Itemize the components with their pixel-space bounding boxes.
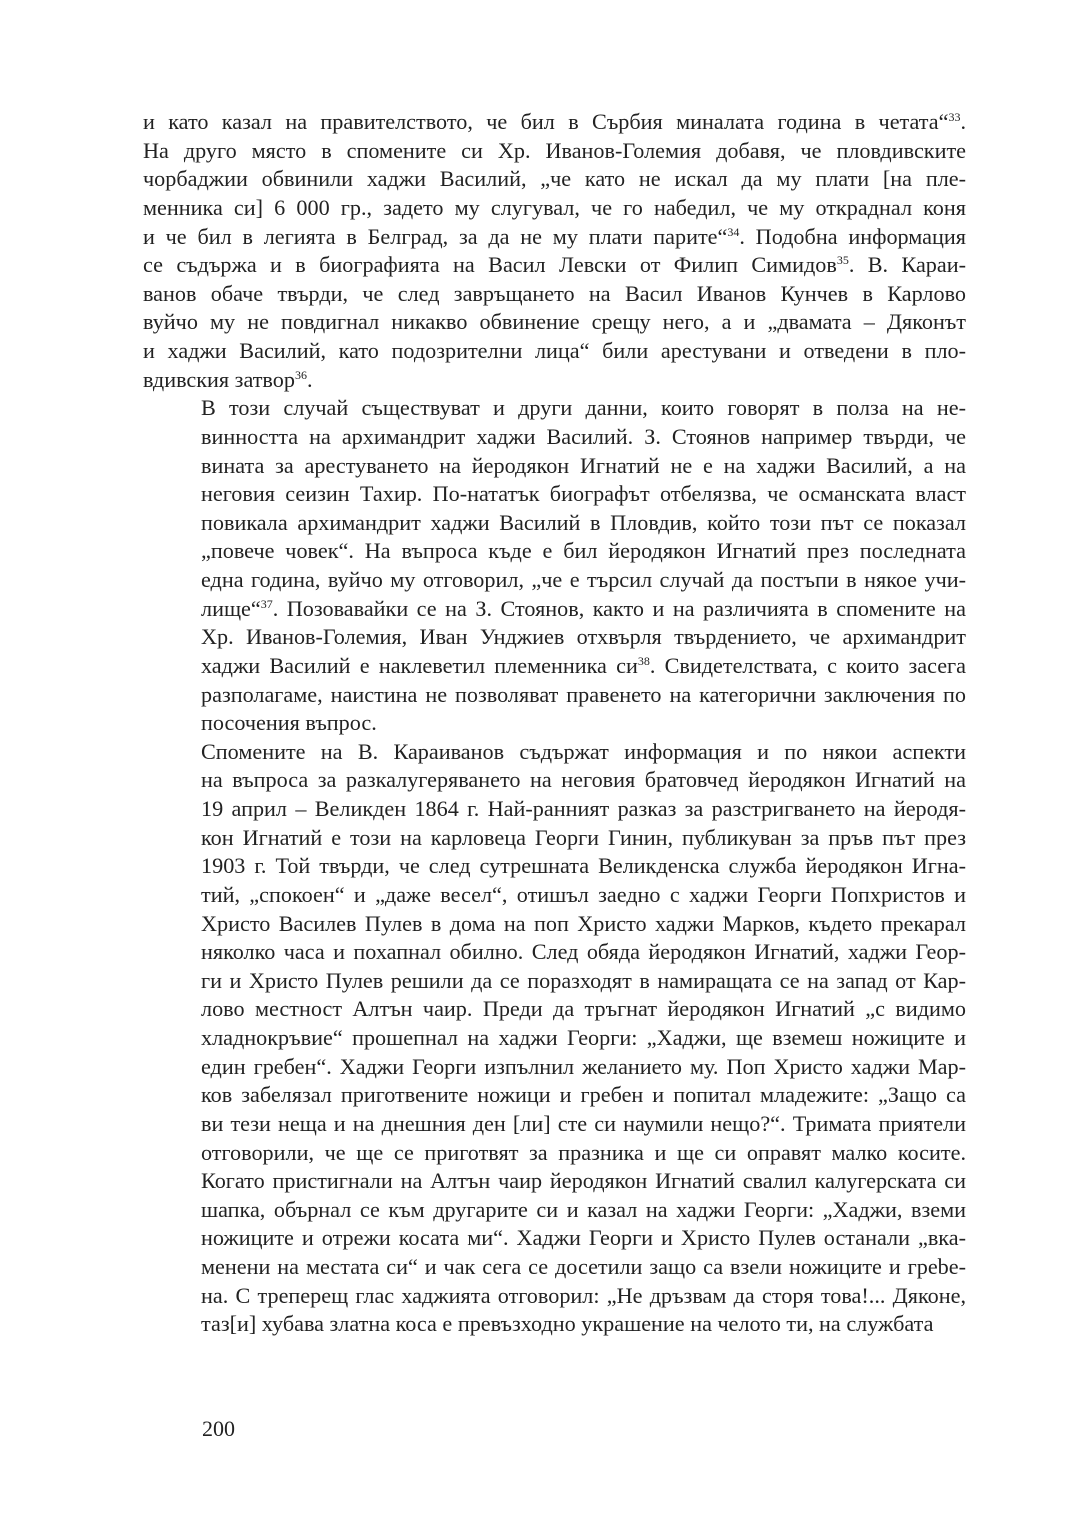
text-run: вината за арестуването на йеродякон Игнатий не е на хаджи Василий, а на [201, 452, 966, 478]
text-line [143, 537, 966, 566]
text-run: менени на местата си“ и чак сега се досетили защо са взели ножиците и грebе- [201, 1254, 966, 1279]
text-run: ви тези неща и на днешния ден [ли] сте си наумили нещо?“. Тримата приятели [201, 1110, 966, 1136]
text-line [143, 509, 966, 538]
text-run: една година, вуйчо му отговорил, „че е търсил случай да постъпи в някое учи- [201, 567, 966, 592]
text-run: лище“ [201, 595, 261, 621]
text-run: няколко часа и похапнал обилно. След обяда йеродякон Игнатий, хаджи Геор- [201, 939, 966, 965]
text-line [143, 108, 966, 137]
text-run: . Свидетелствата, с които засега [649, 652, 966, 678]
text-line [143, 910, 966, 939]
footnote-ref[interactable]: 35 [836, 253, 849, 268]
text-run: 19 април – Великден 1864 г. Най-ранният разказ за разстригването на йеродя- [201, 796, 966, 821]
text-run: Хр. Иванов-Големия, Иван Унджиев отхвърля твърдението, че архимандрит [201, 624, 966, 650]
text-run: Когато пристигнали на Алтън чаир йеродякон Игнатий свалил калугерската си [201, 1168, 966, 1194]
text-line [143, 1282, 966, 1311]
text-line [143, 137, 966, 166]
text-run: тий, „спокоен“ и „даже весел“, отишъл заедно с хаджи Георги Попхристов и [201, 881, 966, 907]
text-line [143, 165, 966, 194]
text-run: На друго място в спомените си Хр. Иванов-Големия добавя, че пловдивските [143, 137, 966, 163]
paragraph [143, 394, 966, 738]
page-body [143, 108, 966, 1339]
text-run: Христо Василев Пулев в дома на поп Христо хаджи Марков, където прекарал [201, 910, 966, 936]
text-line [143, 366, 966, 395]
text-run: таз[и] хубава златна коса е превъзходно украшение на челото ти, на службата [201, 1311, 934, 1337]
text-run: се съдържа и в биографията на Васил Левски от Филип Симидов [143, 252, 837, 278]
text-line [143, 595, 966, 624]
text-run: шапка, обърнал се към другарите си и казал на хаджи Георги: „Хаджи, вземи [201, 1196, 966, 1222]
text-line [143, 1224, 966, 1253]
text-line [143, 566, 966, 595]
text-run: вдивския затвор [143, 366, 295, 392]
text-run: винността на архимандрит хаджи Василий. З. Стоянов например твърди, че [201, 423, 966, 449]
text-line [143, 652, 966, 681]
text-line [143, 423, 966, 452]
text-line [143, 709, 966, 738]
text-run: ги и Христо Пулев решили да се поразходят в намиращата се на запад от Кар- [201, 967, 966, 993]
footnote-ref[interactable]: 33 [948, 110, 961, 124]
text-line [143, 1310, 966, 1339]
text-line [143, 738, 966, 767]
text-line [143, 1081, 966, 1110]
text-line [143, 824, 966, 853]
paragraph [143, 108, 966, 394]
text-line [143, 795, 966, 824]
text-run: ванов обаче твърди, че след завръщането на Васил Иванов Кунчев в Карлово [143, 280, 966, 306]
text-line [143, 452, 966, 481]
text-run: . [306, 366, 313, 392]
text-line [143, 1139, 966, 1168]
text-run: вуйчо му не повдигнал никакво обвинение срещу него, а и „двамата – Дяконът [143, 309, 966, 335]
text-run: разполагаме, наистина не позволяват правенето на категорични заключения по [201, 681, 966, 707]
text-run: и че бил в легията в Белград, за да не му плати парите“ [143, 223, 728, 249]
text-run: кон Игнатий е този на карловеца Георги Гинин, публикуван за пръв път през [201, 824, 966, 850]
text-line [143, 308, 966, 337]
text-run: менника си] 6 000 гр., задето му слугувал, че го набедил, че му откраднал коня [143, 194, 966, 220]
text-line [143, 1024, 966, 1053]
text-line [143, 194, 966, 223]
text-run: хладнокръвие“ прошепнал на хаджи Георги: „Хаджи, ще вземеш ножиците и [201, 1025, 966, 1050]
text-run: Спомените на В. Караиванов съдържат информация и по някои аспекти [201, 738, 966, 764]
text-line [143, 394, 966, 423]
text-line [143, 280, 966, 309]
text-line [143, 852, 966, 881]
text-line [143, 223, 966, 252]
text-line [143, 623, 966, 652]
text-run: един гребен“. Хаджи Георги изпълнил желанието му. Поп Христо хаджи Мар- [201, 1053, 966, 1079]
text-run: и хаджи Василий, като подозрителни лица“ били арестувани и отведени в пло- [143, 338, 966, 363]
text-run: посочения въпрос. [201, 710, 377, 736]
footnote-ref[interactable]: 37 [260, 596, 273, 611]
text-run: отговорили, че ще се приготвят за празника и ще си оправят малко косите. [201, 1139, 966, 1165]
text-run: . Подобна информация [739, 223, 966, 249]
text-line [143, 337, 966, 366]
text-run: на. С треперещ глас хаджията отговорил: „Не дръзвам да сторя това!... Дяконе, [201, 1282, 966, 1308]
footnote-ref[interactable]: 36 [294, 367, 307, 382]
page-number: 200 [202, 1416, 235, 1441]
text-run: „повече човек“. На въпроса къде е бил йеродякон Игнатий през последната [201, 538, 966, 564]
text-run: чорбаджии обвинили хаджи Василий, „че като не искал да му плати [на пле- [143, 166, 966, 192]
footnote-ref[interactable]: 34 [727, 224, 740, 239]
text-line [143, 1167, 966, 1196]
text-run: неговия сеизин Тахир. По-нататък биографът отбелязва, че османската власт [201, 481, 966, 507]
text-line [143, 1196, 966, 1225]
text-line [143, 766, 966, 795]
text-line [143, 1053, 966, 1082]
paragraph [143, 738, 966, 1339]
text-line [143, 251, 966, 280]
text-run: и като казал на правителството, че бил в Сърбия миналата година в четата“ [143, 109, 949, 134]
text-run: на въпроса за разкалугеряването на неговия братовчед йеродякон Игнатий на [201, 767, 966, 793]
text-line [143, 938, 966, 967]
text-run: ков забелязал приготвените ножици и гребен и попитал младежите: „Защо са [201, 1082, 966, 1108]
text-run: . Позовавайки се на З. Стоянов, както и на различията в спомените на [272, 595, 966, 621]
text-run: . [960, 109, 966, 134]
text-run: лово местност Алтън чаир. Преди да тръгнат йеродякон Игнатий „с видимо [201, 996, 966, 1022]
text-line [143, 480, 966, 509]
text-line [143, 967, 966, 996]
text-line [143, 881, 966, 910]
text-line [143, 995, 966, 1024]
text-run: ножиците и отрежи косата ми“. Хаджи Георги и Христо Пулев останали „вка- [201, 1225, 966, 1251]
text-run: 1903 г. Той твърди, че след сутрешната Великденска служба йеродякон Игна- [201, 853, 966, 879]
text-line [143, 1110, 966, 1139]
footnote-ref[interactable]: 38 [637, 653, 650, 668]
text-line [143, 681, 966, 710]
text-run: хаджи Василий е наклеветил племенника си [201, 652, 638, 678]
text-run: повикала архимандрит хаджи Василий в Пловдив, който този път се показал [201, 509, 966, 535]
text-line [143, 1253, 966, 1282]
text-run: . В. Караи- [848, 252, 966, 278]
text-run: В този случай съществуват и други данни, които говорят в полза на не- [201, 395, 966, 421]
